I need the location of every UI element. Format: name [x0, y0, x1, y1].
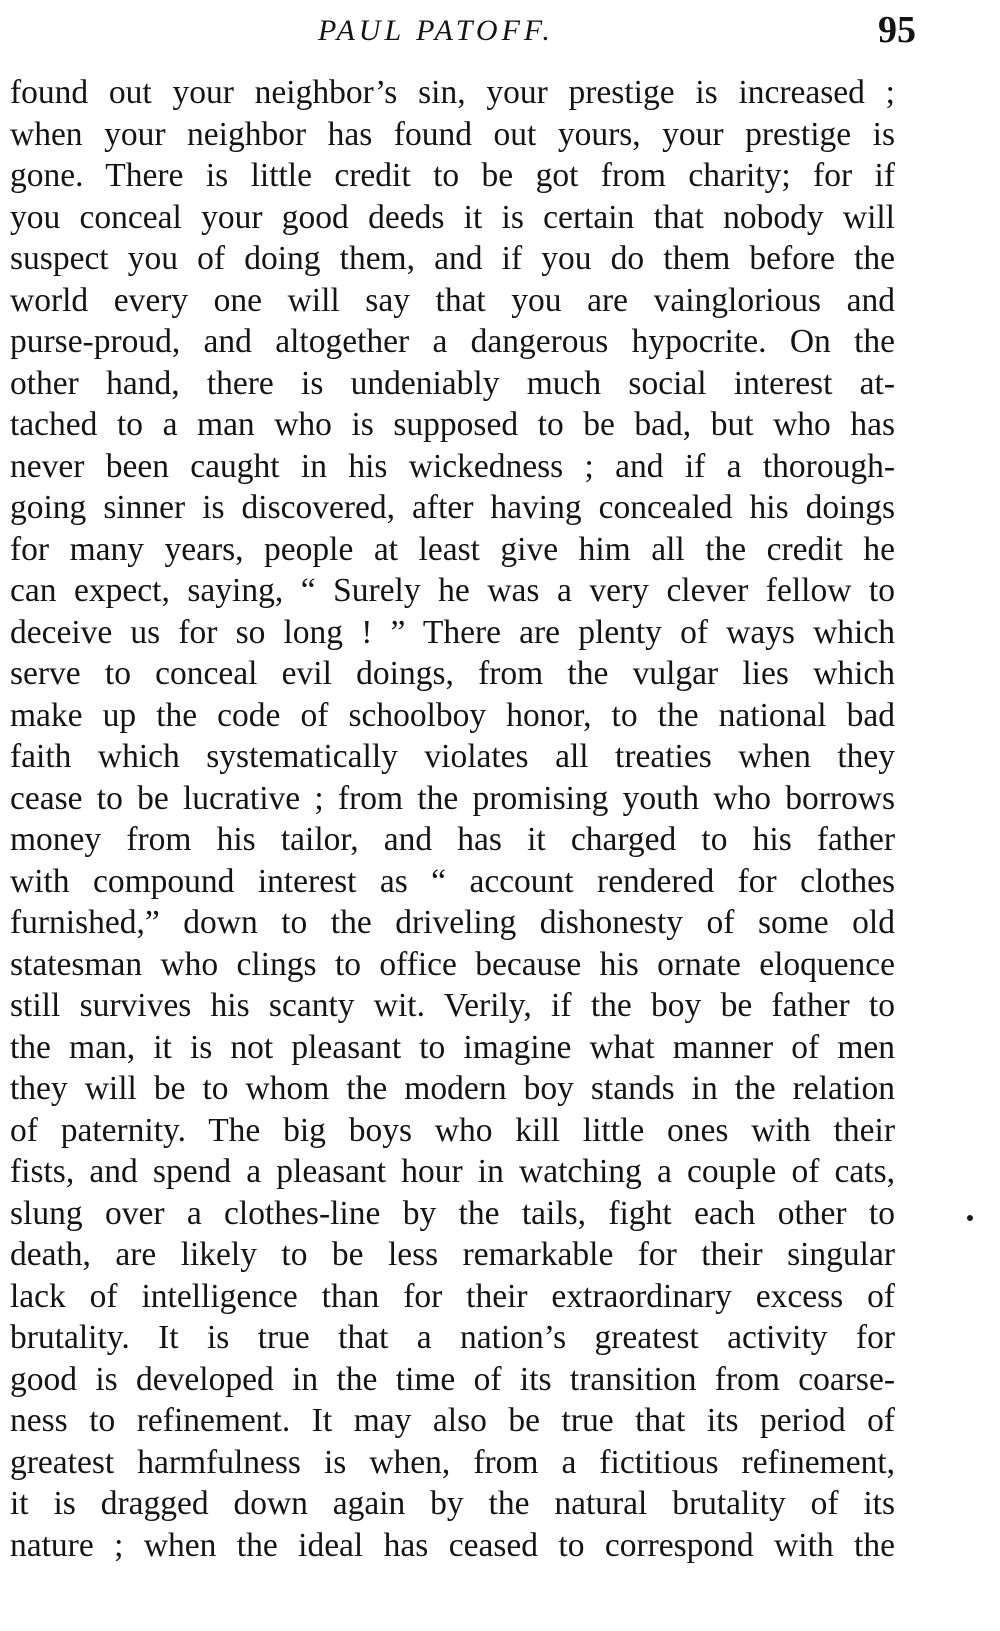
text-line: suspect you of doing them, and if you do them before the — [10, 240, 895, 277]
text-line: nature ; when the ideal has ceased to correspond with the — [10, 1526, 895, 1564]
text-line: it is dragged down again by the natural brutality of its — [10, 1485, 895, 1522]
text-line: serve to conceal evil doings, from the vulgar lies which — [10, 655, 895, 692]
text-line: going sinner is discovered, after having concealed his doings — [10, 489, 895, 526]
text-line: gone. There is little credit to be got from charity; for if — [10, 157, 895, 194]
text-line: fists, and spend a pleasant hour in watching a couple of cats, — [10, 1153, 895, 1190]
text-line: furnished,” down to the driveling dishonesty of some old — [10, 904, 895, 941]
text-line: death, are likely to be less remarkable for their singular — [10, 1236, 895, 1273]
text-line: statesman who clings to office because his ornate eloquence — [10, 945, 895, 983]
running-title: PAUL PATOFF. — [318, 14, 554, 47]
text-line: purse-proud, and altogether a dangerous hypocrite. On the — [10, 323, 895, 360]
text-line: world every one will say that you are vainglorious and — [10, 281, 895, 319]
text-line: found out your neighbor’s sin, your prestige is increased ; — [10, 74, 895, 111]
text-line: brutality. It is true that a nation’s greatest activity for — [10, 1319, 895, 1356]
text-line: faith which systematically violates all treaties when they — [10, 738, 895, 775]
text-line: make up the code of schoolboy honor, to the national bad — [10, 696, 895, 734]
text-line: for many years, people at least give him all the credit he — [10, 530, 895, 568]
text-line: slung over a clothes-line by the tails, fight each other to — [10, 1194, 895, 1232]
text-line: you conceal your good deeds it is certain that nobody will — [10, 198, 895, 236]
text-line: still survives his scanty wit. Verily, if the boy be father to — [10, 987, 895, 1024]
text-line: of paternity. The big boys who kill little ones with their — [10, 1111, 895, 1149]
ink-speck — [967, 1215, 973, 1221]
text-line: can expect, saying, “ Surely he was a very clever fellow to — [10, 572, 895, 609]
text-line: the man, it is not pleasant to imagine what manner of men — [10, 1028, 895, 1066]
text-line: money from his tailor, and has it charged to his father — [10, 821, 895, 858]
text-line: ness to refinement. It may also be true that its period of — [10, 1402, 895, 1439]
text-line: deceive us for so long ! ” There are plenty of ways which — [10, 613, 895, 651]
text-line: greatest harmfulness is when, from a fictitious refinement, — [10, 1443, 895, 1481]
text-line: they will be to whom the modern boy stands in the relation — [10, 1070, 895, 1107]
running-head — [0, 6, 1000, 56]
text-line: when your neighbor has found out yours, your prestige is — [10, 115, 895, 153]
text-line: never been caught in his wickedness ; and if a thorough- — [10, 447, 895, 485]
text-line: with compound interest as “ account rendered for clothes — [10, 862, 895, 900]
text-line: lack of intelligence than for their extraordinary excess of — [10, 1277, 895, 1315]
text-line: tached to a man who is supposed to be bad, but who has — [10, 406, 895, 443]
text-line: cease to be lucrative ; from the promising youth who borrows — [10, 779, 895, 817]
body-text — [10, 72, 895, 1566]
page-number: 95 — [878, 9, 916, 51]
text-line: good is developed in the time of its transition from coarse- — [10, 1360, 895, 1398]
text-line: other hand, there is undeniably much social interest at- — [10, 364, 895, 402]
